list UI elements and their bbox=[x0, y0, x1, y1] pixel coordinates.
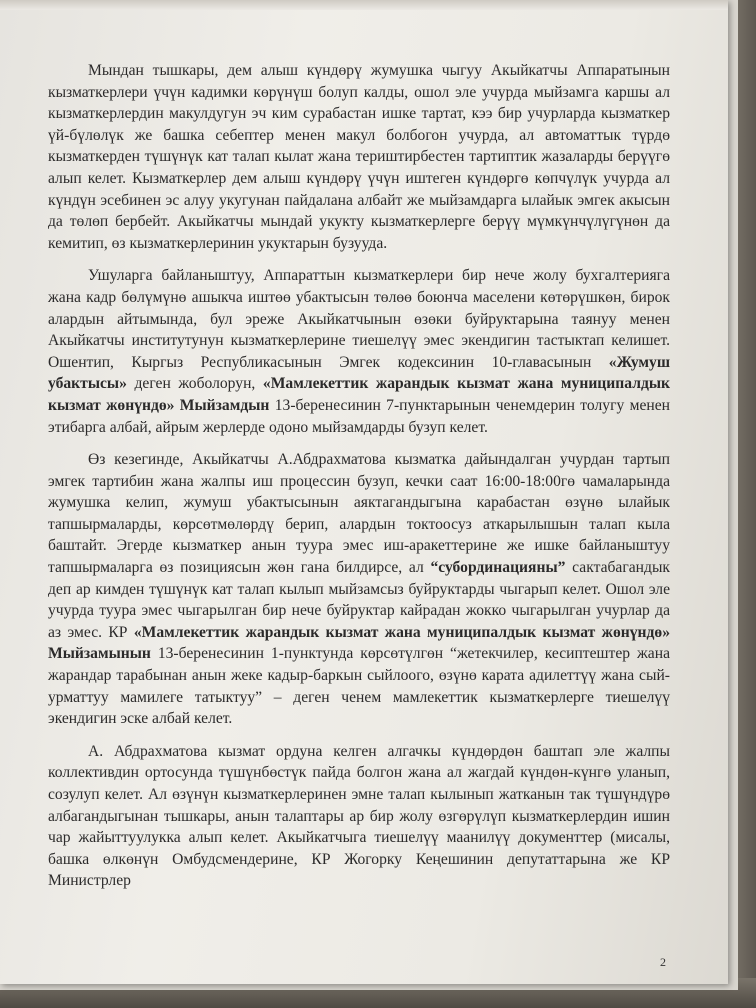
bold-run: «Жумуш убактысы» bbox=[48, 353, 670, 393]
bold-run: “субординацияны” bbox=[430, 559, 566, 577]
text-run: Ушуларга байланыштуу, Аппараттын кызматкерлери бир нече жолу бухгалтерияга жана кадр бөлүмүнө ашыкча иштөө убактысын төлөө боюнча маселени көтөрүшкөн, бирок алардын айтымында, бул эреже Акыйкатчынын өзөки буйруктарына таянуу менен Акыйкатчы институтунун кызматкерлерине тиешелүү эмес экендигин тастыктап келишет. Ошентип, Кыргыз Республикасынын Эмгек кодексинин 10-главасынын bbox=[48, 267, 670, 371]
page-top-fold bbox=[0, 0, 728, 10]
text-run: 13-беренесинин 1-пунктунда көрсөтүлгөн “жетекчилер, кесиптештер жана жарандар тарабынан анын жеке кадыр-баркын сыйлоого, өзүнө карата адилеттүү жана сый-урматтуу мамилеге татыктуу” – деген ченем мамлекеттик кызматкерлерге тиешелүү экендигин эске албай келет. bbox=[48, 645, 670, 728]
bold-run: «Мамлекеттик жарандык кызмат жана муниципалдык кызмат жөнүндө» Мыйзамдын bbox=[48, 375, 670, 414]
page-number: 2 bbox=[660, 955, 666, 969]
paragraph-1 bbox=[48, 60, 670, 254]
paragraph-2 bbox=[48, 265, 670, 438]
paragraph-4 bbox=[48, 741, 670, 892]
document-body bbox=[48, 60, 670, 903]
text-run: Мындан тышкары, дем алыш күндөрү жумушка чыгуу Акыйкатчы Аппаратынын кызматкерлери үчүн кадимки көрүнүш болуп калды, ошол эле учурда мыйзамга каршы ал кызматкерлердин макулдугун эч ким сурабастан ишке тартат, кээ бир учурларда кызматкер үй-бүлөлүк же башка себептер менен макул болбогон учурда, ал автоматтык түрдө кызматкерден түшүнүк кат талап кылат жана териштирбестен тартиптик жазаларды берүүгө алып келет. Кызматкерлер дем алыш күндөрү үчүн иштеген күндөргө көпчүлүк учурда ал күндүн эсебинен эс алуу укугунан пайдалана албайт же мыйзамдарга ылайык эмгек акысын да төлөп бербейт. Акыйкатчы мындай укукту кызматкерлерге берүү мүмкүнчүлүгүнөн да кемитип, өз кызматкерлеринин укуктарын бузууда. bbox=[48, 62, 670, 252]
text-run: сактабагандык деп ар кимден түшүнүк кат талап кылып мыйзамсыз буйруктарды чыгарып келет. Ошол эле учурда туура эмес чыгарылган бир нече буйруктар кайрадан жокко чыгарылган учурлар да аз эмес. КР bbox=[48, 559, 670, 641]
text-run: Өз кезегинде, Акыйкатчы А.Абдрахматова кызматка дайындалган учурдан тартып эмгек тартибин жана жалпы иш процессин бузуп, кечки саат 16:00-18:00гө чамаларында жумушка келип, жумуш убактысынын аяктагандыгына карабастан өзүнө ылайык тапшырмаларды, көрсөтмөлөрдү берип, алардын токтоосуз аткарылышын талап кыла баштайт. Эгерде кызматкер анын туура эмес иш-аракеттерине же ишке байланыштуу тапшырмаларга өз позициясын жөн гана билдирсе, ал bbox=[48, 451, 670, 577]
text-run: деген жоболорун, bbox=[126, 375, 263, 393]
text-run: 13-беренесинин 7-пунктарынын ченемдерин толугу менен этибарга албай, айрым жерлерде одоно мыйзамдарды бузуп келет. bbox=[48, 396, 670, 436]
text-run: А. Абдрахматова кызмат ордуна келген алгачкы күндөрдөн баштап эле жалпы коллективдин ортосунда түшүнбөстүк пайда болгон жана ал жагдай күндөн-күнгө уланып, созулуп келет. Ал өзүнүн кызматкерлеринен эмне талап кылынып жатканын так түшүндүрө албагандыгынан тышкары, анын талаптары ар бир жолу өзгөрүлүп кызматкерлердин ишин чар жайыттуулукка алып келет. Акыйкатчыга тиешелүү маанилүү документтер (мисалы, башка өлкөнүн Омбудсмендерине, КР Жогорку Кеңешинин депутаттарына же КР Министрлер bbox=[48, 742, 670, 890]
bold-run: «Мамлекеттик жарандык кызмат жана муниципалдык кызмат жөнүндө» Мыйзамынын bbox=[48, 623, 671, 663]
paragraph-3 bbox=[48, 449, 670, 730]
